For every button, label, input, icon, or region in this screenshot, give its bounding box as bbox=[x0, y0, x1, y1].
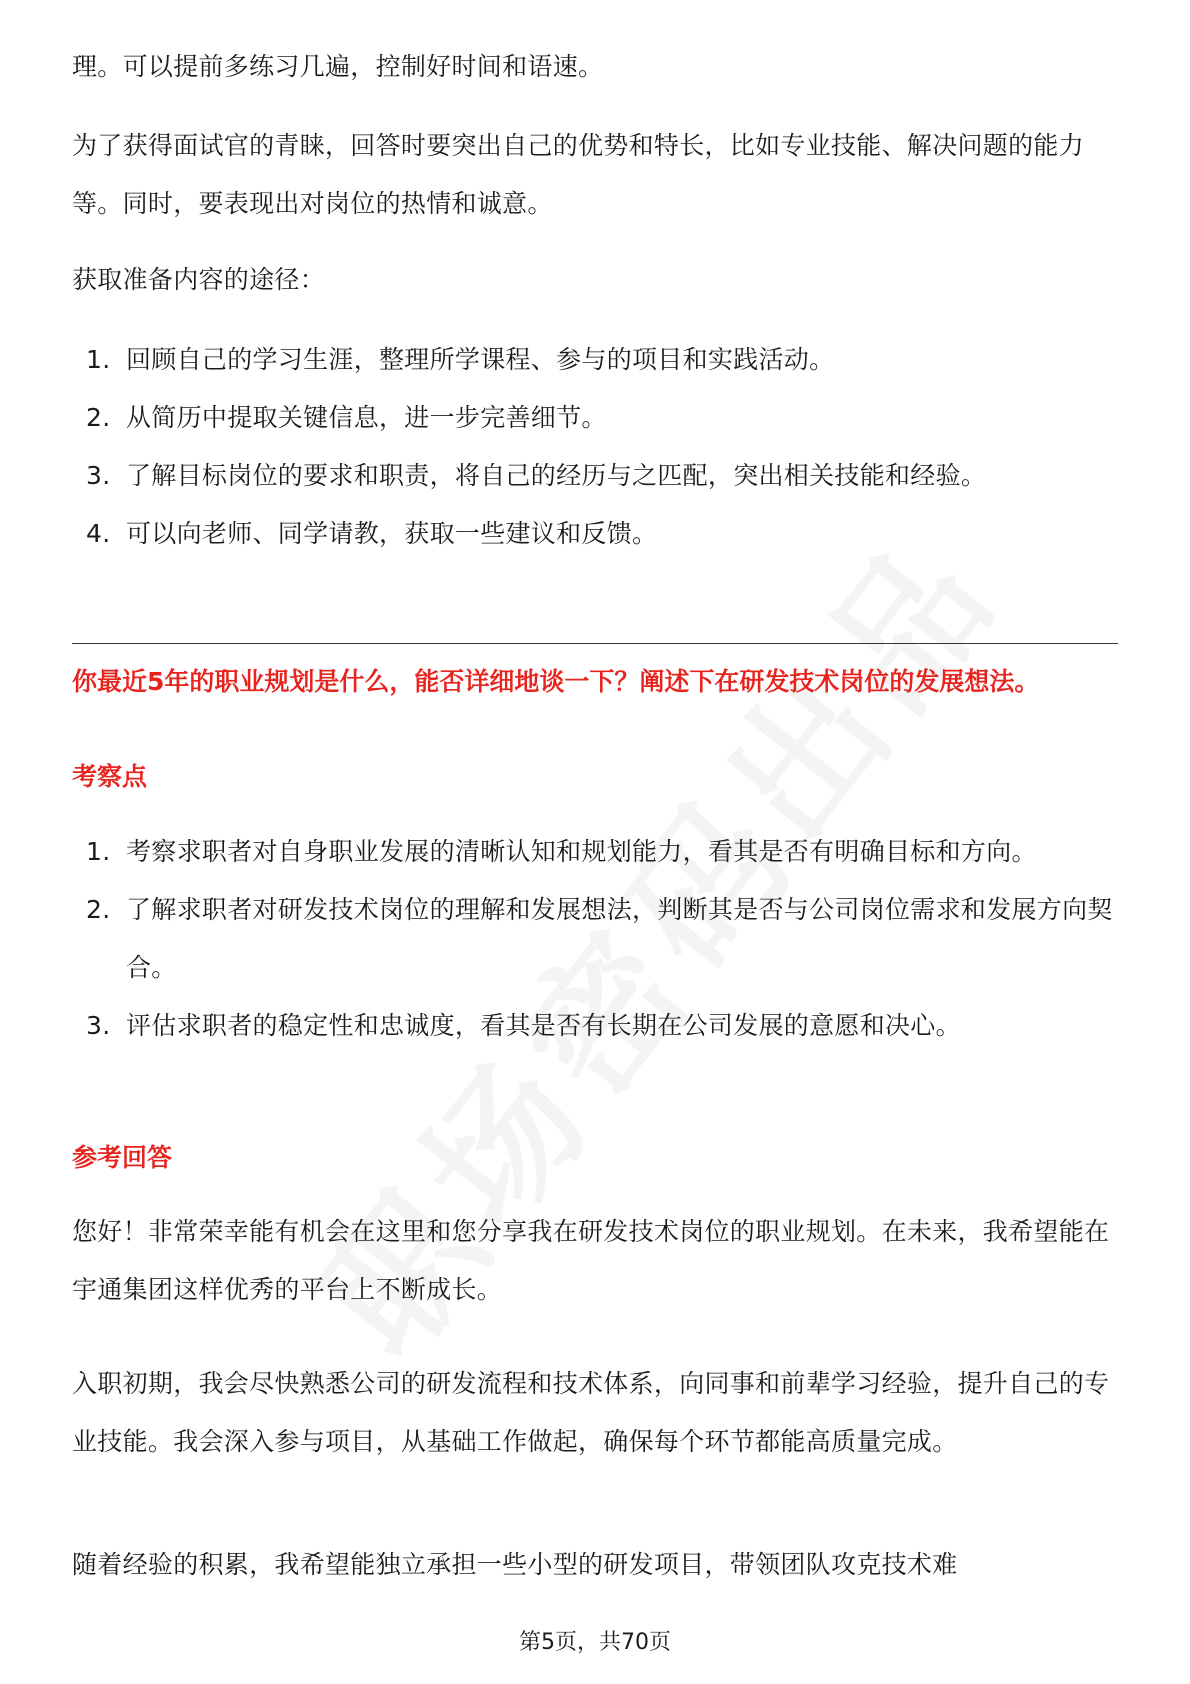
list-item bbox=[72, 505, 1118, 563]
answer-paragraph: 您好！非常荣幸能有机会在这里和您分享我在研发技术岗位的职业规划。在未来，我希望能在宇通集团这样优秀的平台上不断成长。 bbox=[72, 1217, 1110, 1304]
assessment-list bbox=[72, 823, 1118, 1055]
list-item bbox=[72, 997, 1118, 1055]
assessment-heading: 考察点 bbox=[72, 762, 148, 791]
list-number: 2. bbox=[86, 403, 111, 432]
question-title: 你最近5年的职业规划是什么，能否详细地谈一下？阐述下在研发技术岗位的发展想法。 bbox=[72, 667, 1040, 696]
list-item bbox=[72, 823, 1118, 881]
list-item bbox=[72, 447, 1118, 505]
intro-continuation: 理。可以提前多练习几遍，控制好时间和语速。 bbox=[72, 52, 604, 81]
list-number: 4. bbox=[86, 519, 111, 548]
list-item bbox=[72, 389, 1118, 447]
answer-paragraph: 入职初期，我会尽快熟悉公司的研发流程和技术体系，向同事和前辈学习经验，提升自己的专业技能。我会深入参与项目，从基础工作做起，确保每个环节都能高质量完成。 bbox=[72, 1369, 1110, 1456]
highlight-paragraph: 为了获得面试官的青睐，回答时要突出自己的优势和特长，比如专业技能、解决问题的能力等。同时，要表现出对岗位的热情和诚意。 bbox=[72, 131, 1085, 218]
list-number: 1. bbox=[86, 837, 111, 866]
list-item-text: 回顾自己的学习生涯，整理所学课程、参与的项目和实践活动。 bbox=[126, 345, 835, 374]
answer-heading: 参考回答 bbox=[72, 1143, 173, 1172]
list-number: 3. bbox=[86, 461, 111, 490]
section-divider bbox=[72, 643, 1118, 644]
list-item-text: 了解目标岗位的要求和职责，将自己的经历与之匹配，突出相关技能和经验。 bbox=[126, 461, 987, 490]
sources-heading: 获取准备内容的途径： bbox=[72, 265, 326, 294]
list-item-text: 评估求职者的稳定性和忠诚度，看其是否有长期在公司发展的意愿和决心。 bbox=[126, 1011, 961, 1040]
sources-list bbox=[72, 331, 1118, 563]
list-item-text: 可以向老师、同学请教，获取一些建议和反馈。 bbox=[126, 519, 658, 548]
list-item-text: 了解求职者对研发技术岗位的理解和发展想法，判断其是否与公司岗位需求和发展方向契合。 bbox=[126, 895, 1113, 982]
list-item-text: 考察求职者对自身职业发展的清晰认知和规划能力，看其是否有明确目标和方向。 bbox=[126, 837, 1037, 866]
list-number: 3. bbox=[86, 1011, 111, 1040]
list-number: 1. bbox=[86, 345, 111, 374]
list-item bbox=[72, 331, 1118, 389]
page-number-footer: 第5页，共70页 bbox=[519, 1630, 671, 1655]
list-item bbox=[72, 881, 1118, 997]
answer-paragraph: 随着经验的积累，我希望能独立承担一些小型的研发项目，带领团队攻克技术难 bbox=[72, 1550, 958, 1579]
list-item-text: 从简历中提取关键信息，进一步完善细节。 bbox=[126, 403, 607, 432]
list-number: 2. bbox=[86, 895, 111, 924]
